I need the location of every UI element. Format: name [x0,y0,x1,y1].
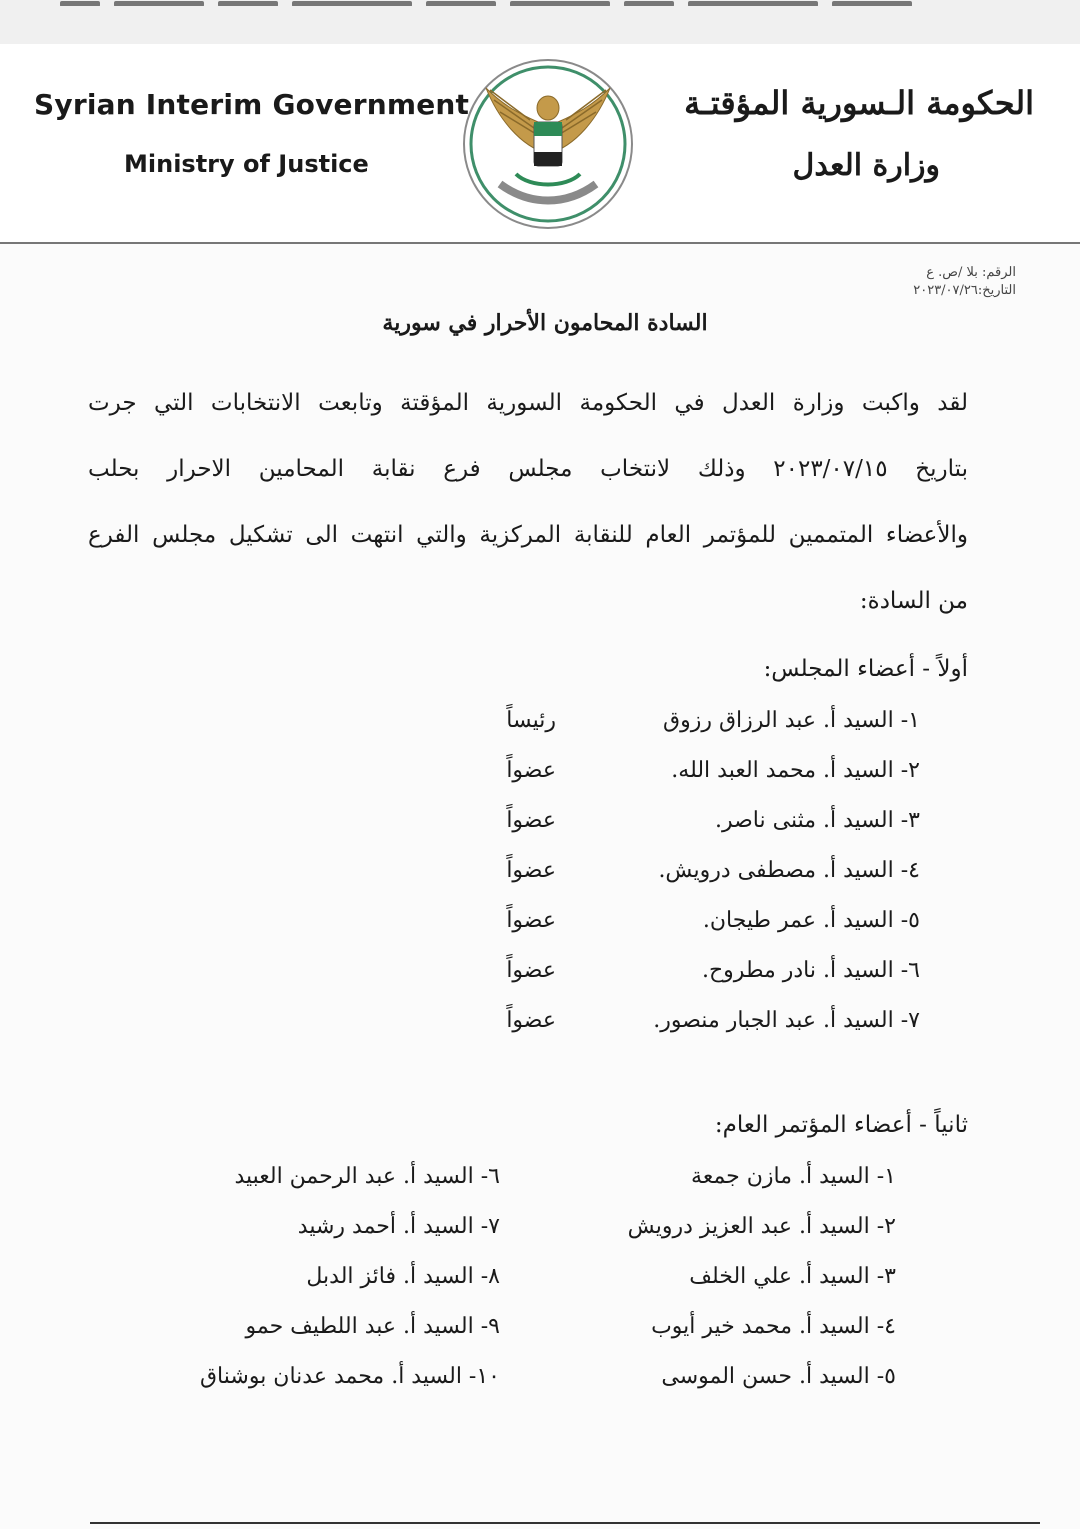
footer-divider [90,1522,1040,1524]
council-member-name: ٣- السيد أ. مثنى ناصر. [714,808,920,833]
en-government-name: Syrian Interim Government [34,88,470,121]
body-line: لقد واكبت وزارة العدل في الحكومة السورية المؤقتة وتابعت الانتخابات التي جرت [88,390,969,416]
council-member-name: ٥- السيد أ. عمر طيجان. [702,908,920,933]
council-member-role: عضواً [506,758,556,783]
council-member-name: ٧- السيد أ. عبد الجبار منصور. [653,1008,920,1033]
letter-title: السادة المحامون الأحرار في سورية [382,310,708,336]
council-member-role: عضواً [506,908,556,933]
body-line-last: من السادة: [859,588,968,614]
reference-block [913,264,1016,300]
body-line: والأعضاء المتممين للمؤتمر العام للنقابة المركزية والتي انتهت الى تشكيل مجلس الفرع [88,522,968,548]
conference-member: ١- السيد أ. مازن جمعة [691,1164,896,1189]
conference-member: ٣- السيد أ. علي الخلف [689,1264,896,1289]
eagle-emblem-logo [460,56,636,232]
council-heading: أولاً - أعضاء المجلس: [763,656,968,682]
previous-page-strip [0,0,1080,45]
council-member-name: ٦- السيد أ. نادر مطروح. [701,958,920,983]
conference-member: ٧- السيد أ. أحمد رشيد [297,1214,500,1239]
reference-date: التاريخ:٢٠٢٣/٠٧/٢٦ [913,283,1016,298]
conference-member: ٤- السيد أ. محمد خير أيوب [651,1314,896,1339]
conference-member: ١٠- السيد أ. محمد عدنان بوشناق [199,1364,500,1389]
conference-member: ٢- السيد أ. عبد العزيز درويش [627,1214,896,1239]
ar-government-name: الحكومة الـسورية المؤقتـة [684,84,1034,122]
council-member-role: رئيساً [506,708,556,733]
reference-number: الرقم: بلا /ص. ع [926,265,1016,280]
conference-member: ٦- السيد أ. عبد الرحمن العبيد [234,1164,500,1189]
conference-member: ٩- السيد أ. عبد اللطيف حمو [245,1314,500,1339]
conference-member: ٨- السيد أ. فائز الدبل [306,1264,500,1289]
council-member-role: عضواً [506,808,556,833]
cropped-text-line [60,0,1000,6]
council-member-name: ١- السيد أ. عبد الرزاق رزوق [663,708,920,733]
council-member-role: عضواً [506,858,556,883]
en-ministry-name: Ministry of Justice [124,150,369,178]
conference-heading: ثانياً - أعضاء المؤتمر العام: [714,1112,968,1138]
council-member-role: عضواً [506,958,556,983]
conference-member: ٥- السيد أ. حسن الموسى [661,1364,896,1389]
council-member-name: ٤- السيد أ. مصطفى درويش. [658,858,920,883]
body-line: بتاريخ ٢٠٢٣/٠٧/١٥ وذلك لانتخاب مجلس فرع نقابة المحامين الاحرار بحلب [88,456,968,482]
council-member-role: عضواً [506,1008,556,1033]
council-member-name: ٢- السيد أ. محمد العبد الله. [671,758,920,783]
ar-ministry-name: وزارة العدل [792,148,940,183]
